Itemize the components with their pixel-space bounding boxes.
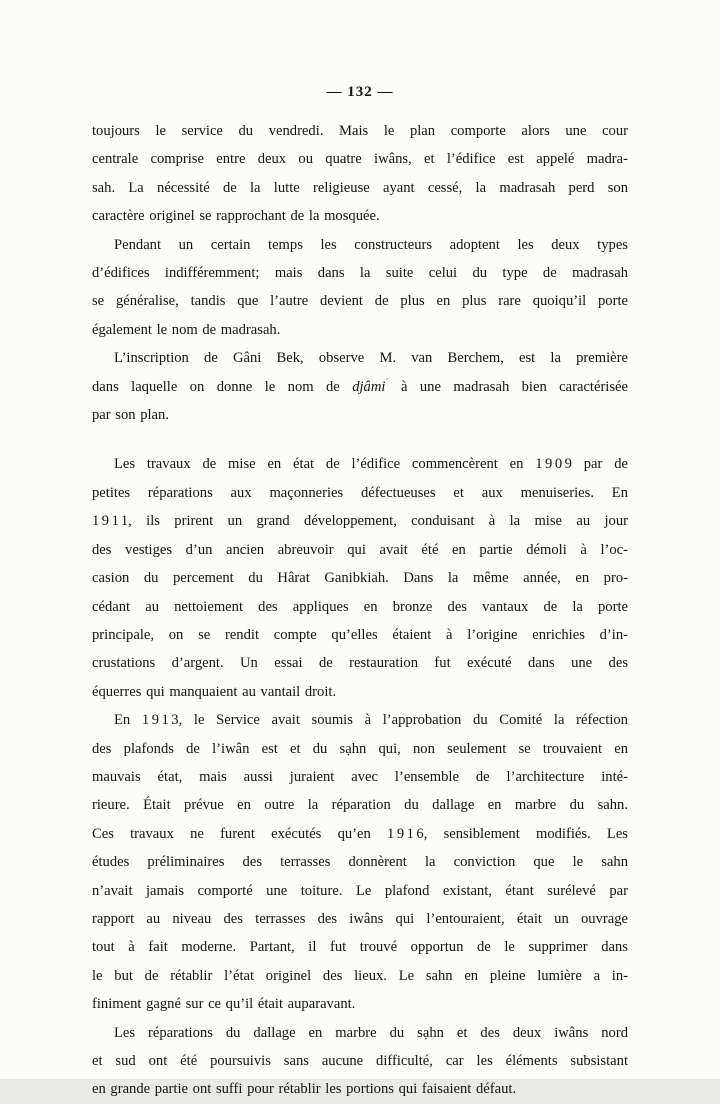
text-line: centrale comprise entre deux ou quatre iwâns, et l’édifice est appelé madra-: [92, 151, 628, 168]
text-line: n’avait jamais comporté une toiture. Le plafond existant, étant surélevé par: [92, 882, 628, 899]
text-line: également le nom de madrasah.: [92, 321, 281, 338]
paragraph: [92, 344, 628, 429]
text-line: équerres qui manquaient au vantail droit.: [92, 683, 337, 700]
text-line: rapport au niveau des terrasses des iwâns qui l’entouraient, était un ouvrage: [92, 910, 628, 927]
text-line: se généralise, tandis que l’autre devient de plus en plus rare quoiqu’il porte: [92, 293, 628, 310]
text-line: des vestiges d’un ancien abreuvoir qui avait été en partie démoli à l’oc-: [92, 541, 628, 558]
text-line: Ces travaux ne furent exécutés qu’en 1916, sensiblement modifiés. Les: [92, 825, 628, 842]
text-line: rieure. Était prévue en outre la réparation du dallage en marbre du sahn.: [92, 797, 628, 814]
paragraph: [92, 231, 628, 345]
text-line: crustations d’argent. Un essai de restauration fut exécuté dans une des: [92, 655, 628, 672]
text-line: par son plan.: [92, 407, 169, 424]
text-line: le but de rétablir l’état originel des lieux. Le sahn en pleine lumière a in-: [92, 967, 628, 984]
text-line: En 1913, le Service avait soumis à l’approbation du Comité la réfection: [114, 712, 628, 729]
text-line: caractère originel se rapprochant de la mosquée.: [92, 208, 380, 225]
text-line: Les réparations du dallage en marbre du sạhn et des deux iwâns nord: [114, 1024, 628, 1041]
paragraph: [92, 117, 628, 231]
text-line: dans laquelle on donne le nom de djâmi$^ʿ$ à une madrasah bien caractérisée: [92, 377, 628, 395]
text-line: mauvais état, mais aussi juraient avec l’ensemble de l’architecture inté-: [92, 768, 628, 785]
text-line: 1911, ils prirent un grand développement, conduisant à la mise au jour: [92, 513, 628, 530]
text-line: petites réparations aux maçonneries défectueuses et aux menuiseries. En: [92, 484, 628, 501]
text-line: tout à fait moderne. Partant, il fut trouvé opportun de le supprimer dans: [92, 939, 628, 956]
text-line: sah. La nécessité de la lutte religieuse ayant cessé, la madrasah perd son: [92, 179, 628, 196]
paragraph: [92, 450, 628, 706]
text-line: casion du percement du Hârat Ganibkiah. Dans la même année, en pro-: [92, 570, 628, 587]
text-line: Les travaux de mise en état de l’édifice commencèrent en 1909 par de: [114, 456, 628, 473]
paragraph: [92, 706, 628, 1018]
text-line: principale, on se rendit compte qu’elles étaient à l’origine enrichies d’in-: [92, 626, 628, 643]
paragraph: [92, 1019, 628, 1104]
text-line: toujours le service du vendredi. Mais le plan comporte alors une cour: [92, 123, 628, 139]
text-line: cédant au nettoiement des appliques en bronze des vantaux de la porte: [92, 598, 628, 615]
text-line: Pendant un certain temps les constructeurs adoptent les deux types: [114, 236, 628, 253]
page-number: — 132 —: [326, 84, 394, 100]
text-line: finiment gagné sur ce qu’il était auparavant.: [92, 996, 356, 1013]
text-line: en grande partie ont suffi pour rétablir les portions qui faisaient défaut.: [92, 1081, 517, 1098]
text-line: d’édifices indifféremment; mais dans la suite celui du type de madrasah: [92, 265, 628, 282]
page-body: [92, 117, 628, 1104]
text-line: études préliminaires des terrasses donnèrent la conviction que le sahn: [92, 854, 628, 871]
text-line: L’inscription de Gâni Bek, observe M. van Berchem, est la première: [114, 350, 628, 367]
text-line: des plafonds de l’iwân est et du sạhn qui, non seulement se trouvaient en: [92, 740, 628, 757]
text-line: et sud ont été poursuivis sans aucune difficulté, car les éléments subsistant: [92, 1053, 628, 1069]
